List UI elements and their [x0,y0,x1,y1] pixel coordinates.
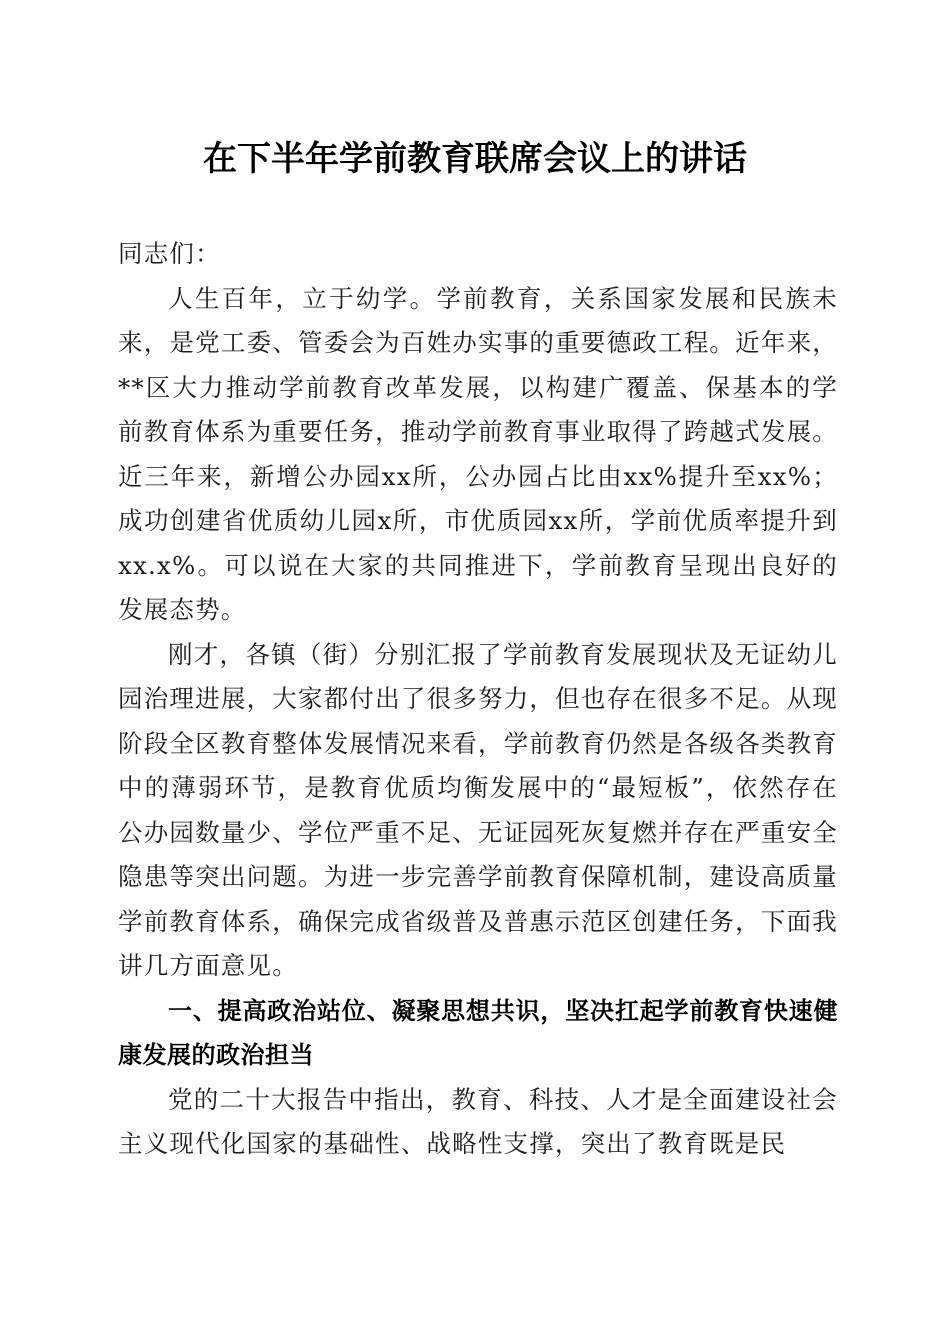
paragraph-1: 人生百年，立于幼学。学前教育，关系国家发展和民族未来，是党工委、管委会为百姓办实事的重要德政工程。近年来，**区大力推动学前教育改革发展，以构建广覆盖、保基本的学前教育体系为重要任务，推动学前教育事业取得了跨越式发展。近三年来，新增公办园xx所，公办园占比由xx%提升至xx%；成功创建省优质幼儿园x所，市优质园xx所，学前优质率提升到xx.x%。可以说在大家的共同推进下，学前教育呈现出良好的发展态势。 [118,283,838,624]
document-body [118,232,838,1167]
section-1-paragraph: 党的二十大报告中指出，教育、科技、人才是全面建设社会主义现代化国家的基础性、战略性支撑，突出了教育既是民 [118,1084,838,1158]
paragraph-2: 刚才，各镇（街）分别汇报了学前教育发展现状及无证幼儿园治理进展，大家都付出了很多努力，但也存在很多不足。从现阶段全区教育整体发展情况来看，学前教育仍然是各级各类教育中的薄弱环节，是教育优质均衡发展中的“最短板”，依然存在公办园数量少、学位严重不足、无证园死灰复燃并存在严重安全隐患等突出问题。为进一步完善学前教育保障机制，建设高质量学前教育体系，确保完成省级普及普惠示范区创建任务，下面我讲几方面意见。 [118,639,838,980]
document-title: 在下半年学前教育联席会议上的讲话 [203,139,747,179]
section-heading-1: 一、提高政治站位、凝聚思想共识，坚决扛起学前教育快速健康发展的政治担当 [118,996,838,1069]
salutation: 同志们： [118,239,221,268]
